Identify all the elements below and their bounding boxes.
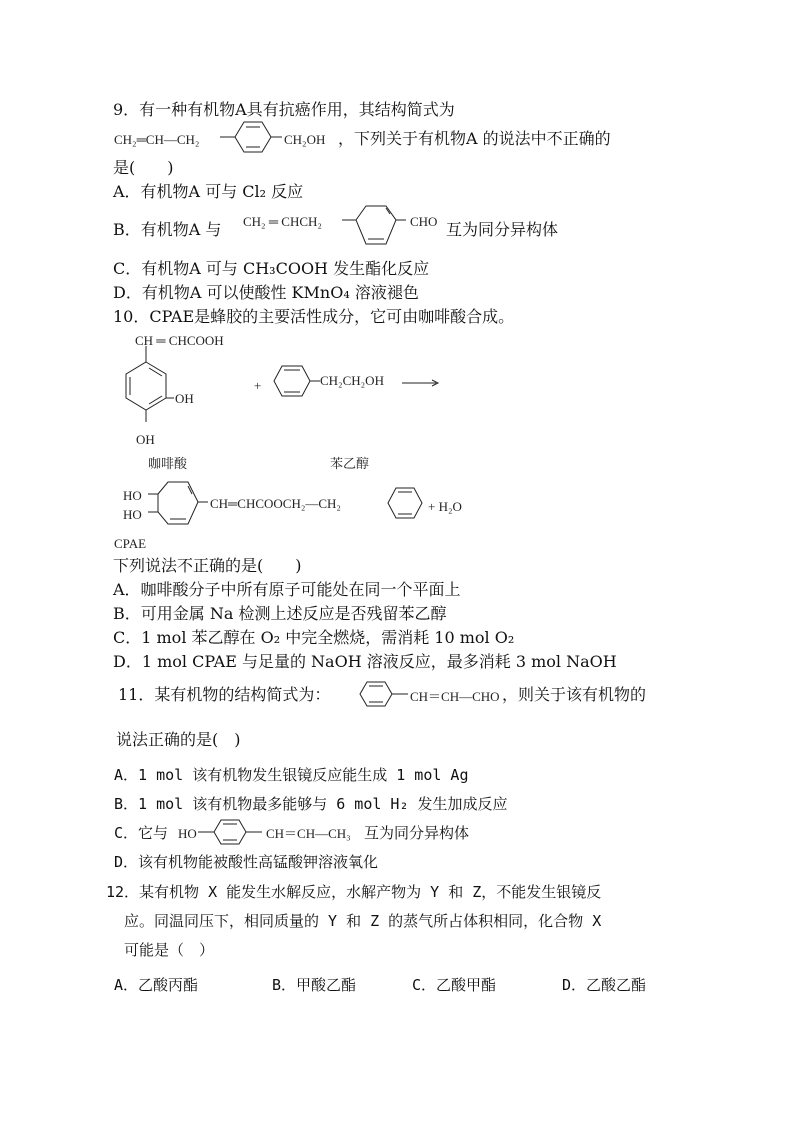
- q9-option-c: C．有机物A 可与 CH₃COOH 发生酯化反应: [113, 259, 430, 278]
- q9-stem-end: 是( ): [113, 158, 174, 177]
- phenethyl-chain: CH₂CH₂OH: [320, 373, 384, 388]
- q11-option-c-formula: CH＝CH—CH₃: [266, 826, 351, 841]
- q12-option-a: A．乙酸丙酯: [114, 976, 199, 994]
- cpae-chain: CH═CHCOOCH₂—CH₂: [210, 496, 341, 511]
- benzene-ring-icon: [148, 480, 212, 528]
- benzene-ring-icon: [266, 362, 322, 402]
- q12-option-b: B．甲酸乙酯: [272, 976, 357, 994]
- cpae-ho-1: HO: [123, 488, 142, 503]
- benzene-ring-icon: [220, 118, 280, 160]
- q9-stem-tail: ，下列关于有机物A 的说法中不正确的: [338, 129, 611, 148]
- q11-option-a: A．1 mol 该有机物发生银镜反应能生成 1 mol Ag: [114, 766, 469, 784]
- q12-line-2: 应。同温同压下，相同质量的 Y 和 Z 的蒸气所占体积相同，化合物 X: [124, 912, 602, 930]
- q11-stem-tail: ，则关于该有机物的: [502, 685, 647, 704]
- q11-option-c-post: 互为同分异构体: [364, 824, 470, 842]
- caffeic-oh-bottom: OH: [136, 432, 155, 447]
- caffeic-acid-name: 咖啡酸: [148, 456, 188, 471]
- q10-option-d: D．1 mol CPAE 与足量的 NaOH 溶液反应，最多消耗 3 mol NaOH: [113, 652, 617, 671]
- benzene-ring-icon: [384, 484, 428, 524]
- q12-line-1: 12．某有机物 X 能发生水解反应，水解产物为 Y 和 Z，不能发生银镜反: [106, 883, 602, 901]
- q10-option-a: A．咖啡酸分子中所有原子可能处在同一个平面上: [113, 580, 461, 599]
- q10-stem: 10．CPAE是蜂胶的主要活性成分，它可由咖啡酸合成。: [113, 307, 515, 326]
- q9-option-b-formula-right: CHO: [410, 214, 438, 229]
- q11-option-b: B．1 mol 该有机物最多能够与 6 mol H₂ 发生加成反应: [114, 795, 508, 813]
- caffeic-acid-top: CH ═ CHCOOH: [135, 333, 224, 348]
- q10-option-b: B．可用金属 Na 检测上述反应是否残留苯乙醇: [113, 604, 447, 623]
- q9-option-a: A．有机物A 可与 Cl₂ 反应: [113, 182, 304, 201]
- q9-formula-right: CH₂OH: [284, 132, 326, 147]
- cpae-label: CPAE: [114, 536, 147, 551]
- reaction-arrow-icon: [402, 378, 442, 388]
- caffeic-oh-side: OH: [175, 391, 194, 406]
- q11-stem: 11．某有机物的结构简式为：: [118, 685, 331, 704]
- phenethyl-alcohol-name: 苯乙醇: [330, 456, 370, 471]
- q10-question: 下列说法不正确的是( ): [113, 556, 302, 575]
- q9-formula-left: CH₂═CH—CH₂: [114, 132, 200, 147]
- q12-option-d: D．乙酸乙酯: [562, 976, 647, 994]
- q9-option-b-post: 互为同分异构体: [446, 220, 559, 239]
- q9-option-b-pre: B．有机物A 与: [113, 220, 222, 239]
- q11-option-d: D．该有机物能被酸性高锰酸钾溶液氧化: [114, 853, 379, 871]
- q9-stem: 9．有一种有机物A具有抗癌作用，其结构简式为: [113, 100, 455, 119]
- benzene-ring-icon: [342, 204, 406, 250]
- reaction-plus: +: [254, 378, 262, 393]
- q11-formula: CH＝CH—CHO: [410, 689, 500, 704]
- benzene-ring-icon: [356, 678, 412, 712]
- q11-stem-end: 说法正确的是( ): [116, 730, 241, 749]
- q9-option-b-formula-left: CH₂ ═ CHCH₂: [243, 214, 322, 229]
- benzene-ring-icon: [198, 816, 264, 850]
- cpae-ho-2: HO: [123, 507, 142, 522]
- q12-line-3: 可能是（ ）: [124, 941, 215, 959]
- q11-option-c-ho: HO: [178, 826, 197, 841]
- q11-option-c-pre: C．它与: [114, 824, 169, 842]
- q9-option-d: D．有机物A 可以使酸性 KMnO₄ 溶液褪色: [113, 283, 419, 302]
- q10-option-c: C．1 mol 苯乙醇在 O₂ 中完全燃烧，需消耗 10 mol O₂: [113, 628, 515, 647]
- q12-option-c: C．乙酸甲酯: [412, 976, 497, 994]
- cpae-water: + H₂O: [428, 499, 462, 514]
